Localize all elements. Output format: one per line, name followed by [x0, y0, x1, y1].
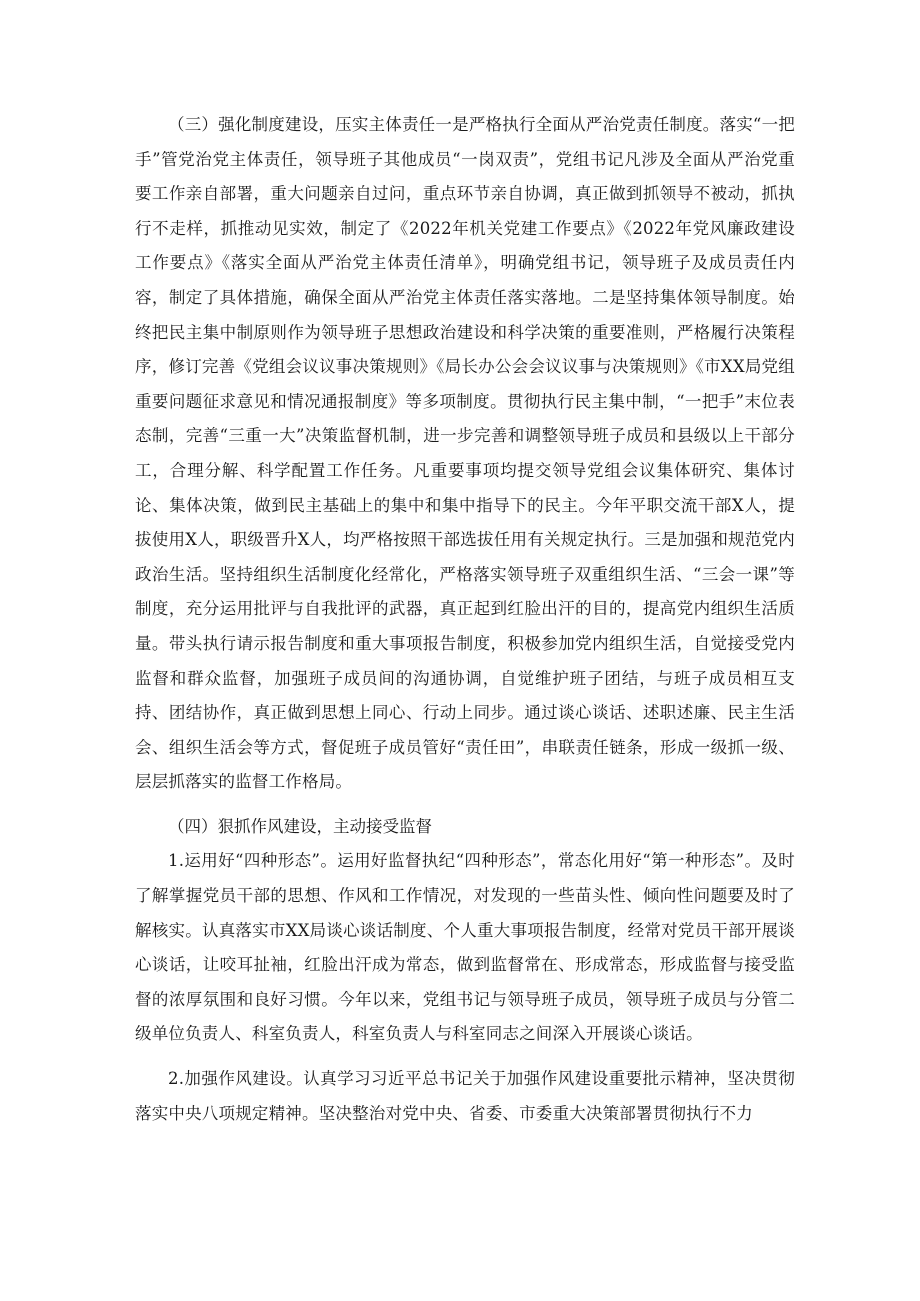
document-page — [135, 108, 795, 1131]
item1-paragraph: 1.运用好“四种形态”。运用好监督执纪“四种形态”，常态化用好“第一种形态”。及时了解掌握党员干部的思想、作风和工作情况，对发现的一些苗头性、倾向性问题要及时了解核实。认真落实市XX局谈心谈话制度、个人重大事项报告制度，经常对党员干部开展谈心谈话，让咬耳扯袖，红脸出汗成为常态，做到监督常在、形成常态，形成监督与接受监督的浓厚氛围和良好习惯。今年以来，党组书记与领导班子成员，领导班子成员与分管二级单位负责人、科室负责人，科室负责人与科室同志之间深入开展谈心谈话。 — [135, 851, 795, 1044]
section4-heading: （四）狠抓作风建设，主动接受监督 — [168, 816, 432, 836]
section3-paragraph: （三）强化制度建设，压实主体责任一是严格执行全面从严治党责任制度。落实“一把手”管党治党主体责任，领导班子其他成员“一岗双责”，党组书记凡涉及全面从严治党重要工作亲自部署，重大问题亲自过问，重点环节亲自协调，真正做到抓领导不被动，抓执行不走样，抓推动见实效，制定了《2022年机关党建工作要点》《2022年党风廉政建设工作要点》《落实全面从严治党主体责任清单》，明确党组书记，领导班子及成员责任内容，制定了具体措施，确保全面从严治党主体责任落实落地。二是坚持集体领导制度。始终把民主集中制原则作为领导班子思想政治建设和科学决策的重要准则，严格履行决策程序，修订完善《党组会议议事决策规则》《局长办公会会议议事与决策规则》《市XX局党组重要问题征求意见和情况通报制度》等多项制度。贯彻执行民主集中制，“一把手”末位表态制，完善“三重一大”决策监督机制，进一步完善和调整领导班子成员和县级以上干部分工，合理分解、科学配置工作任务。凡重要事项均提交领导党组会议集体研究、集体讨论、集体决策，做到民主基础上的集中和集中指导下的民主。今年平职交流干部X人，提拔使用X人，职级晋升X人，均严格按照干部选拔任用有关规定执行。三是加强和规范党内政治生活。坚持组织生活制度化经常化，严格落实领导班子双重组织生活、“三会一课”等制度，充分运用批评与自我批评的武器，真正起到红脸出汗的目的，提高党内组织生活质量。带头执行请示报告制度和重大事项报告制度，积极参加党内组织生活，自觉接受党内监督和群众监督，加强班子成员间的沟通协调，自觉维护班子团结，与班子成员相互支持、团结协作，真正做到思想上同心、行动上同步。通过谈心谈话、述职述廉、民主生活会、组织生活会等方式，督促班子成员管好“责任田”，串联责任链条，形成一级抓一级、层层抓落实的监督工作格局。 — [135, 115, 795, 792]
item2-paragraph: 2.加强作风建设。认真学习习近平总书记关于加强作风建设重要批示精神，坚决贯彻落实中央八项规定精神。坚决整治对党中央、省委、市委重大决策部署贯彻执行不力 — [135, 1069, 795, 1123]
